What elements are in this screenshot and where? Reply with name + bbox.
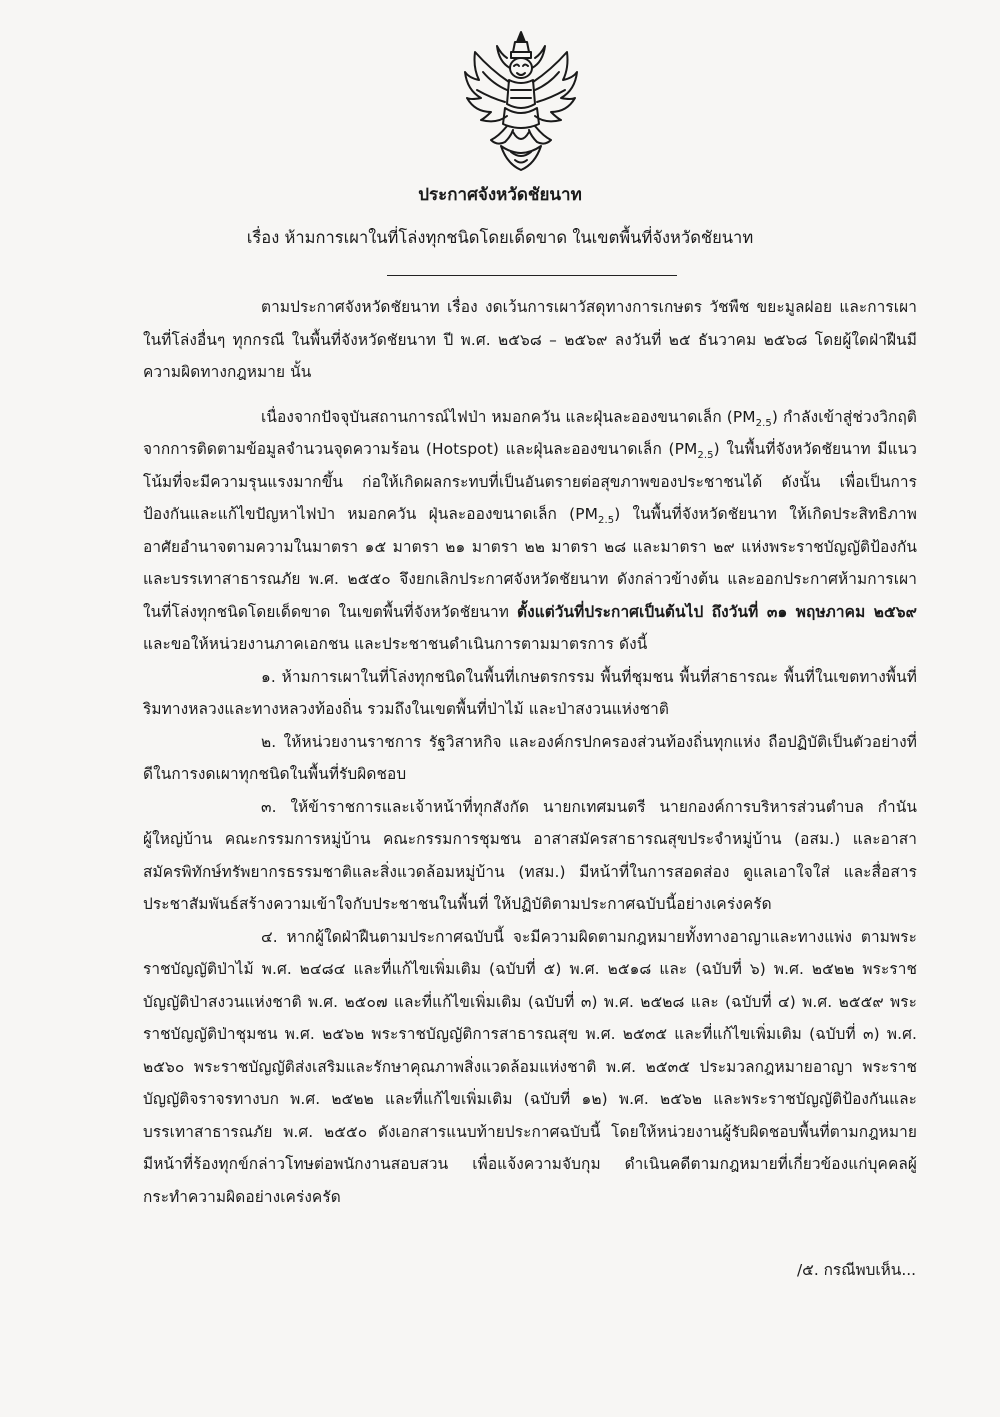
paragraph-reason-part-c: ) ในพื้นที่จังหวัดชัยนาท มีแนวโน้มที่จะมีความรุนแรงมากขึ้น ก่อให้เกิดผลกระทบที่เป็นอันตรายต่อสุขภาพของประชาชนได้ ดังนั้น เพื่อเป็นการป้องกันและแก้ไขปัญหาไฟป่า หมอกควัน ฝุ่นละอองขนาดเล็ก (PM bbox=[143, 440, 917, 523]
announcement-body bbox=[143, 291, 917, 1213]
page-continuation: /๕. กรณีพบเห็น... bbox=[797, 1261, 916, 1279]
measure-item-3: ๓. ให้ข้าราชการและเจ้าหน้าที่ทุกสังกัด นายกเทศมนตรี นายกองค์การบริหารส่วนตำบล กำนัน ผู้ใหญ่บ้าน คณะกรรมการหมู่บ้าน คณะกรรมการชุมชน อาสาสมัครสาธารณสุขประจำหมู่บ้าน (อสม.) และอาสาสมัครพิทักษ์ทรัพยากรธรรมชาติและสิ่งแวดล้อมหมู่บ้าน (ทสม.) มีหน้าที่ในการสอดส่อง ดูแลเอาใจใส่ และสื่อสารประชาสัมพันธ์สร้างความเข้าใจกับประชาชนในพื้นที่ ให้ปฏิบัติตามประกาศฉบับนี้อย่างเคร่งครัด bbox=[143, 797, 917, 913]
paragraph-reason-part-a: เนื่องจากปัจจุบันสถานการณ์ไฟป่า หมอกควัน และฝุ่นละอองขนาดเล็ก (PM bbox=[261, 407, 756, 426]
title-divider bbox=[387, 275, 677, 276]
measure-item-1: ๑. ห้ามการเผาในที่โล่งทุกชนิดในพื้นที่เกษตรกรรม พื้นที่ชุมชน พื้นที่สาธารณะ พื้นที่ในเขตทางพื้นที่ริมทางหลวงและทางหลวงท้องถิ่น รวมถึงในเขตพื้นที่ป่าไม้ และป่าสงวนแห่งชาติ bbox=[143, 667, 917, 718]
measure-item-4: ๔. หากผู้ใดฝ่าฝืนตามประกาศฉบับนี้ จะมีความผิดตามกฎหมายทั้งทางอาญาและทางแพ่ง ตามพระราชบัญญัติป่าไม้ พ.ศ. ๒๔๘๔ และที่แก้ไขเพิ่มเติม (ฉบับที่ ๕) พ.ศ. ๒๕๑๘ และ (ฉบับที่ ๖) พ.ศ. ๒๕๒๒ พระราชบัญญัติป่าสงวนแห่งชาติ พ.ศ. ๒๕๐๗ และที่แก้ไขเพิ่มเติม (ฉบับที่ ๓) พ.ศ. ๒๕๒๘ และ (ฉบับที่ ๔) พ.ศ. ๒๕๕๙ พระราชบัญญัติป่าชุมชน พ.ศ. ๒๕๖๒ พระราชบัญญัติการสาธารณสุข พ.ศ. ๒๕๓๕ และที่แก้ไขเพิ่มเติม (ฉบับที่ ๓) พ.ศ. ๒๕๖๐ พระราชบัญญัติส่งเสริมและรักษาคุณภาพสิ่งแวดล้อมแห่งชาติ พ.ศ. ๒๕๓๕ ประมวลกฎหมายอาญา พระราชบัญญัติจราจรทางบก พ.ศ. ๒๕๒๒ และที่แก้ไขเพิ่มเติม (ฉบับที่ ๑๒) พ.ศ. ๒๕๖๒ และพระราชบัญญัติป้องกันและบรรเทาสาธารณภัย พ.ศ. ๒๕๕๐ ดังเอกสารแนบท้ายประกาศฉบับนี้ โดยให้หน่วยงานผู้รับผิดชอบพื้นที่ตามกฎหมาย มีหน้าที่ร้องทุกข์กล่าวโทษต่อพนักงานสอบสวน เพื่อแจ้งความจับกุม ดำเนินคดีตามกฎหมายที่เกี่ยวข้องแก่บุคคลผู้กระทำความผิดอย่างเคร่งครัด bbox=[143, 927, 917, 1206]
announcement-title: ประกาศจังหวัดชัยนาท bbox=[418, 185, 582, 205]
measure-item-2: ๒. ให้หน่วยงานราชการ รัฐวิสาหกิจ และองค์กรปกครองส่วนท้องถิ่นทุกแห่ง ถือปฏิบัติเป็นตัวอย่างที่ดีในการงดเผาทุกชนิดในพื้นที่รับผิดชอบ bbox=[143, 732, 917, 783]
paragraph-reason-part-d: ) ในพื้นที่จังหวัดชัยนาท ให้เกิดประสิทธิภาพ อาศัยอำนาจตามความในมาตรา ๑๕ มาตรา ๒๑ มาตรา ๒๒ มาตรา ๒๘ และมาตรา ๒๙ แห่งพระราชบัญญัติป้องกันและบรรเทาสาธารณภัย พ.ศ. ๒๕๕๐ จึงยกเลิกประกาศจังหวัดชัยนาท ดังกล่าวข้างต้น และออกประกาศห้ามการเผาในที่โล่งทุกชนิดโดยเด็ดขาด ในเขตพื้นที่จังหวัดชัยนาท bbox=[143, 505, 917, 621]
pm-subscript: 2.5 bbox=[598, 515, 615, 527]
announcement-subject: เรื่อง ห้ามการเผาในที่โล่งทุกชนิดโดยเด็ดขาด ในเขตพื้นที่จังหวัดชัยนาท bbox=[246, 228, 754, 247]
pm-subscript: 2.5 bbox=[697, 450, 714, 462]
paragraph-reason-part-b: ) กำลังเข้าสู่ช่วงวิกฤติ จากการติดตามข้อมูลจำนวนจุดความร้อน (Hotspot) และฝุ่นละอองขนาดเล็ก (PM bbox=[143, 407, 917, 458]
pm-subscript: 2.5 bbox=[755, 417, 772, 429]
paragraph-reason bbox=[143, 401, 917, 661]
paragraph-reference: ตามประกาศจังหวัดชัยนาท เรื่อง งดเว้นการเผาวัสดุทางการเกษตร วัชพืช ขยะมูลฝอย และการเผาในที่โล่งอื่นๆ ทุกกรณี ในพื้นที่จังหวัดชัยนาท ปี พ.ศ. ๒๕๖๘ – ๒๕๖๙ ลงวันที่ ๒๕ ธันวาคม ๒๕๖๘ โดยผู้ใดฝ่าฝืนมีความผิดทางกฎหมาย นั้น bbox=[143, 298, 917, 381]
garuda-emblem-icon bbox=[460, 28, 582, 174]
effective-period: ตั้งแต่วันที่ประกาศเป็นต้นไป ถึงวันที่ ๓๑ พฤษภาคม ๒๕๖๙ bbox=[516, 602, 917, 621]
paragraph-reason-part-e: และขอให้หน่วยงานภาคเอกชน และประชาชนดำเนินการตามมาตรการ ดังนี้ bbox=[143, 635, 648, 653]
